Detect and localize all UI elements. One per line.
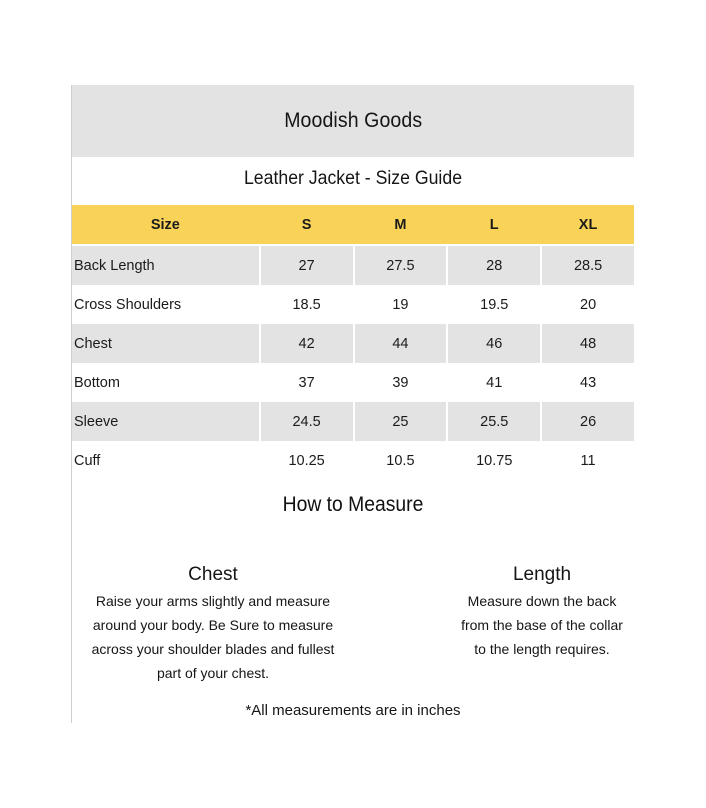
how-to-measure-title: How to Measure (282, 493, 424, 516)
cell-l: 25.5 (448, 402, 540, 441)
table-row (72, 402, 634, 441)
cell-l: 19.5 (480, 296, 509, 313)
length-line: to the length requires. (474, 641, 610, 657)
cell-s: 37 (298, 374, 315, 391)
chest-heading: Chest (188, 564, 238, 585)
cell-xl: 20 (580, 296, 597, 313)
header-xl: XL (578, 216, 598, 233)
cell-xl: 48 (542, 324, 634, 363)
cell-l: 46 (448, 324, 540, 363)
cell-xl: 26 (542, 402, 634, 441)
chest-line: Raise your arms slightly and measure (95, 593, 331, 609)
cell-xl: 11 (580, 452, 596, 469)
cell-l: 28 (448, 246, 540, 285)
cell-s: 18.5 (292, 296, 321, 313)
size-guide-title: Leather Jacket - Size Guide (243, 168, 463, 189)
row-label: Sleeve (72, 402, 259, 441)
cell-xl: 28.5 (542, 246, 634, 285)
cell-m: 39 (392, 374, 409, 391)
chest-line: part of your chest. (156, 665, 270, 681)
chest-line: around your body. Be Sure to measure (92, 617, 334, 633)
chest-instructions (78, 563, 348, 685)
cell-xl: 43 (580, 374, 597, 391)
row-label: Cross Shoulders (74, 296, 182, 313)
row-label: Back Length (72, 246, 259, 285)
cell-m: 25 (355, 402, 447, 441)
cell-s: 42 (261, 324, 353, 363)
header-s: S (301, 216, 312, 233)
cell-m: 10.5 (386, 452, 415, 469)
table-row (72, 441, 634, 480)
table-row (72, 285, 634, 324)
cell-m: 27.5 (355, 246, 447, 285)
header-size: Size (150, 216, 180, 233)
units-footnote: *All measurements are in inches (245, 702, 461, 719)
table-row (72, 363, 634, 402)
table-row (72, 324, 634, 363)
length-line: from the base of the collar (461, 617, 623, 633)
cell-m: 44 (355, 324, 447, 363)
table-header-row (72, 205, 634, 244)
cell-l: 41 (486, 374, 503, 391)
cell-l: 10.75 (476, 452, 513, 469)
chest-text (78, 589, 348, 685)
table-row (72, 246, 634, 285)
cell-m: 19 (392, 296, 409, 313)
cell-s: 27 (261, 246, 353, 285)
row-label: Bottom (74, 374, 120, 391)
chest-line: across your shoulder blades and fullest (91, 641, 335, 657)
cell-s: 10.25 (288, 452, 325, 469)
brand-header (72, 85, 634, 157)
length-instructions (430, 563, 654, 661)
header-m: M (394, 216, 407, 233)
header-l: L (489, 216, 499, 233)
row-label: Chest (72, 324, 259, 363)
cell-s: 24.5 (261, 402, 353, 441)
row-label: Cuff (74, 452, 101, 469)
length-heading: Length (512, 564, 572, 585)
length-text (430, 589, 654, 661)
length-line: Measure down the back (467, 593, 617, 609)
size-table (72, 205, 634, 480)
brand-title: Moodish Goods (283, 109, 422, 132)
